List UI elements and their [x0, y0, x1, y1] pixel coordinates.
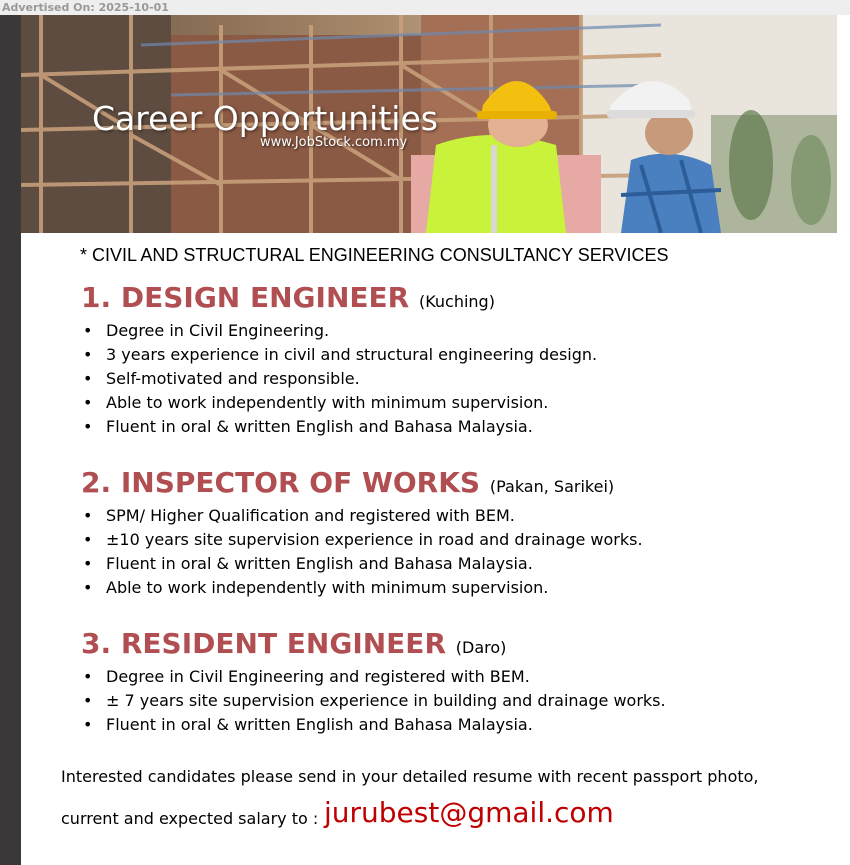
job-title-text: 3. RESIDENT ENGINEER	[81, 627, 446, 660]
requirement-item: • 3 years experience in civil and structural engineering design.	[81, 343, 597, 367]
advertised-date: Advertised On: 2025-10-01	[2, 1, 169, 14]
job-title-text: 2. INSPECTOR OF WORKS	[81, 466, 481, 499]
job-location: (Daro)	[455, 638, 507, 657]
job-location: (Pakan, Sarikei)	[489, 477, 615, 496]
apply-instructions-line2: current and expected salary to :	[61, 809, 319, 828]
requirement-item: • Able to work independently with minimum supervision.	[81, 391, 597, 415]
requirement-item: • SPM/ Higher Qualification and registered with BEM.	[81, 504, 643, 528]
job-title	[81, 466, 643, 504]
banner-url: www.JobStock.com.my	[260, 135, 408, 150]
job-resident-engineer	[81, 627, 666, 737]
requirement-list	[81, 504, 643, 600]
requirement-list	[81, 665, 666, 737]
career-banner	[21, 15, 837, 233]
requirement-item: • Self-motivated and responsible.	[81, 367, 597, 391]
requirement-list	[81, 319, 597, 439]
job-title	[81, 281, 597, 319]
advertised-strip	[0, 0, 850, 15]
job-title-text: 1. DESIGN ENGINEER	[81, 281, 410, 314]
requirement-item: • Degree in Civil Engineering.	[81, 319, 597, 343]
requirement-item: • Fluent in oral & written English and Bahasa Malaysia.	[81, 552, 643, 576]
requirement-item: • ±10 years site supervision experience in road and drainage works.	[81, 528, 643, 552]
job-design-engineer	[81, 281, 597, 439]
job-location: (Kuching)	[418, 292, 495, 311]
requirement-item: • ± 7 years site supervision experience in building and drainage works.	[81, 689, 666, 713]
job-inspector-of-works	[81, 466, 643, 600]
job-title	[81, 627, 666, 665]
requirement-item: • Fluent in oral & written English and Bahasa Malaysia.	[81, 713, 666, 737]
requirement-item: • Degree in Civil Engineering and registered with BEM.	[81, 665, 666, 689]
contact-email[interactable]: jurubest@gmail.com	[324, 796, 614, 829]
left-dark-bar	[0, 15, 21, 865]
requirement-item: • Fluent in oral & written English and Bahasa Malaysia.	[81, 415, 597, 439]
banner-title: Career Opportunities	[92, 99, 438, 138]
company-line: * CIVIL AND STRUCTURAL ENGINEERING CONSULTANCY SERVICES	[80, 245, 669, 265]
apply-instructions-line1: Interested candidates please send in your detailed resume with recent passport photo,	[61, 767, 759, 786]
requirement-item: • Able to work independently with minimum supervision.	[81, 576, 643, 600]
